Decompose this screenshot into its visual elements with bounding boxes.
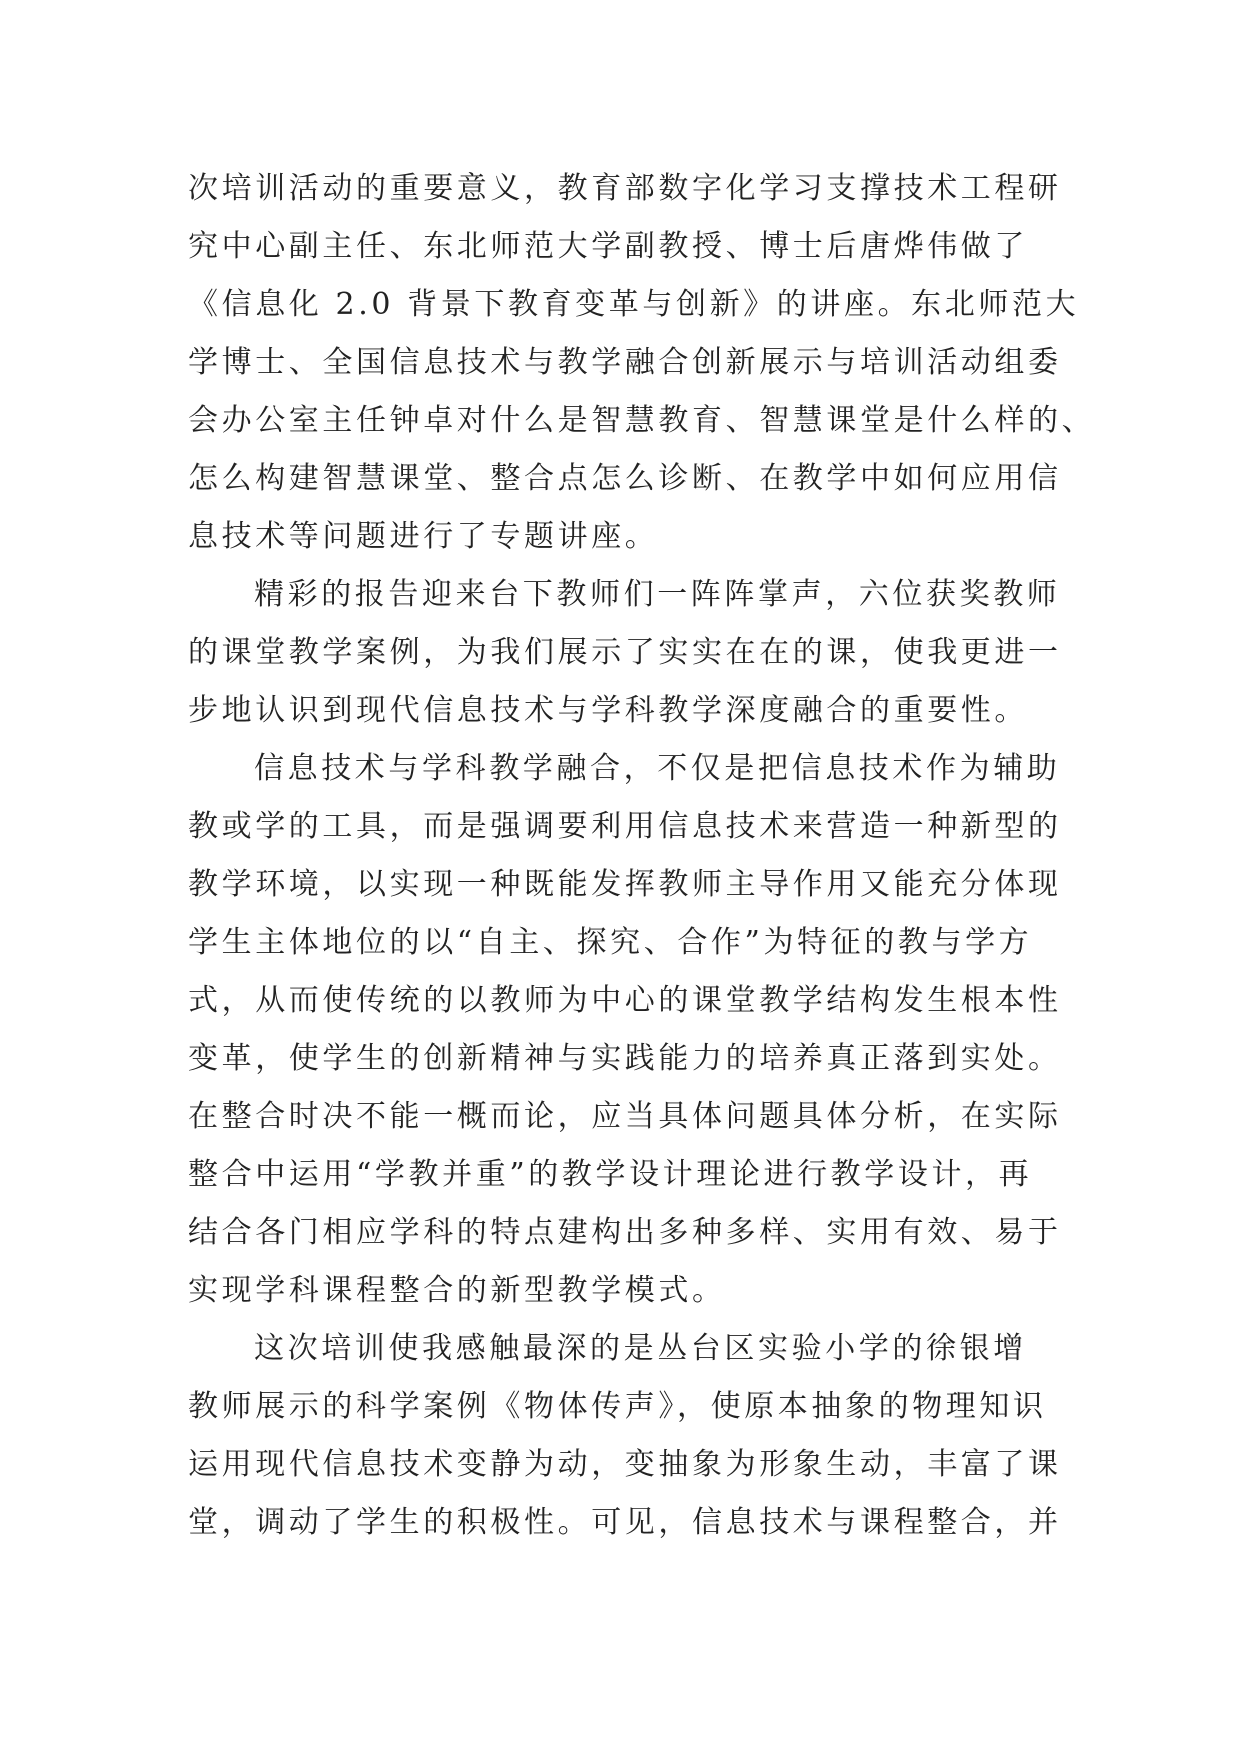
paragraph-start-line: 信息技术与学科教学融合，不仅是把信息技术作为辅助 bbox=[254, 751, 1061, 786]
text-line: 学博士、全国信息技术与教学融合创新展示与培训活动组委 bbox=[188, 345, 1062, 380]
text-line: 整合中运用“学教并重”的教学设计理论进行教学设计，再 bbox=[188, 1157, 1033, 1192]
text-line: 实现学科课程整合的新型教学模式。 bbox=[188, 1273, 726, 1308]
text-line: 教学环境，以实现一种既能发挥教师主导作用又能充分体现 bbox=[188, 867, 1062, 902]
text-line: 结合各门相应学科的特点建构出多种多样、实用有效、易于 bbox=[188, 1215, 1062, 1250]
text-line: 在整合时决不能一概而论，应当具体问题具体分析，在实际 bbox=[188, 1099, 1062, 1134]
text-line: 教或学的工具，而是强调要利用信息技术来营造一种新型的 bbox=[188, 809, 1062, 844]
text-line: 教师展示的科学案例《物体传声》，使原本抽象的物理知识 bbox=[188, 1389, 1047, 1424]
text-line: 会办公室主任钟卓对什么是智慧教育、智慧课堂是什么样的、 bbox=[188, 403, 1096, 438]
text-line: 怎么构建智慧课堂、整合点怎么诊断、在教学中如何应用信 bbox=[188, 461, 1062, 496]
text-line: 《信息化 2.0 背景下教育变革与创新》的讲座。东北师范大 bbox=[188, 287, 1080, 322]
text-line: 学生主体地位的以“自主、探究、合作”为特征的教与学方 bbox=[188, 925, 1033, 960]
paragraph-start-line: 精彩的报告迎来台下教师们一阵阵掌声，六位获奖教师 bbox=[254, 577, 1061, 612]
text-line: 式，从而使传统的以教师为中心的课堂教学结构发生根本性 bbox=[188, 983, 1062, 1018]
text-line: 步地认识到现代信息技术与学科教学深度融合的重要性。 bbox=[188, 693, 1028, 728]
text-line: 堂，调动了学生的积极性。可见，信息技术与课程整合，并 bbox=[188, 1505, 1062, 1540]
text-line: 息技术等问题进行了专题讲座。 bbox=[188, 519, 659, 554]
paragraph-start-line: 这次培训使我感触最深的是丛台区实验小学的徐银增 bbox=[254, 1331, 1027, 1366]
text-line: 运用现代信息技术变静为动，变抽象为形象生动，丰富了课 bbox=[188, 1447, 1062, 1482]
text-line: 变革，使学生的创新精神与实践能力的培养真正落到实处。 bbox=[188, 1041, 1062, 1076]
body-text bbox=[188, 160, 1096, 1552]
text-line: 究中心副主任、东北师范大学副教授、博士后唐烨伟做了 bbox=[188, 229, 1028, 264]
text-line: 的课堂教学案例，为我们展示了实实在在的课，使我更进一 bbox=[188, 635, 1062, 670]
text-line: 次培训活动的重要意义，教育部数字化学习支撑技术工程研 bbox=[188, 171, 1062, 206]
